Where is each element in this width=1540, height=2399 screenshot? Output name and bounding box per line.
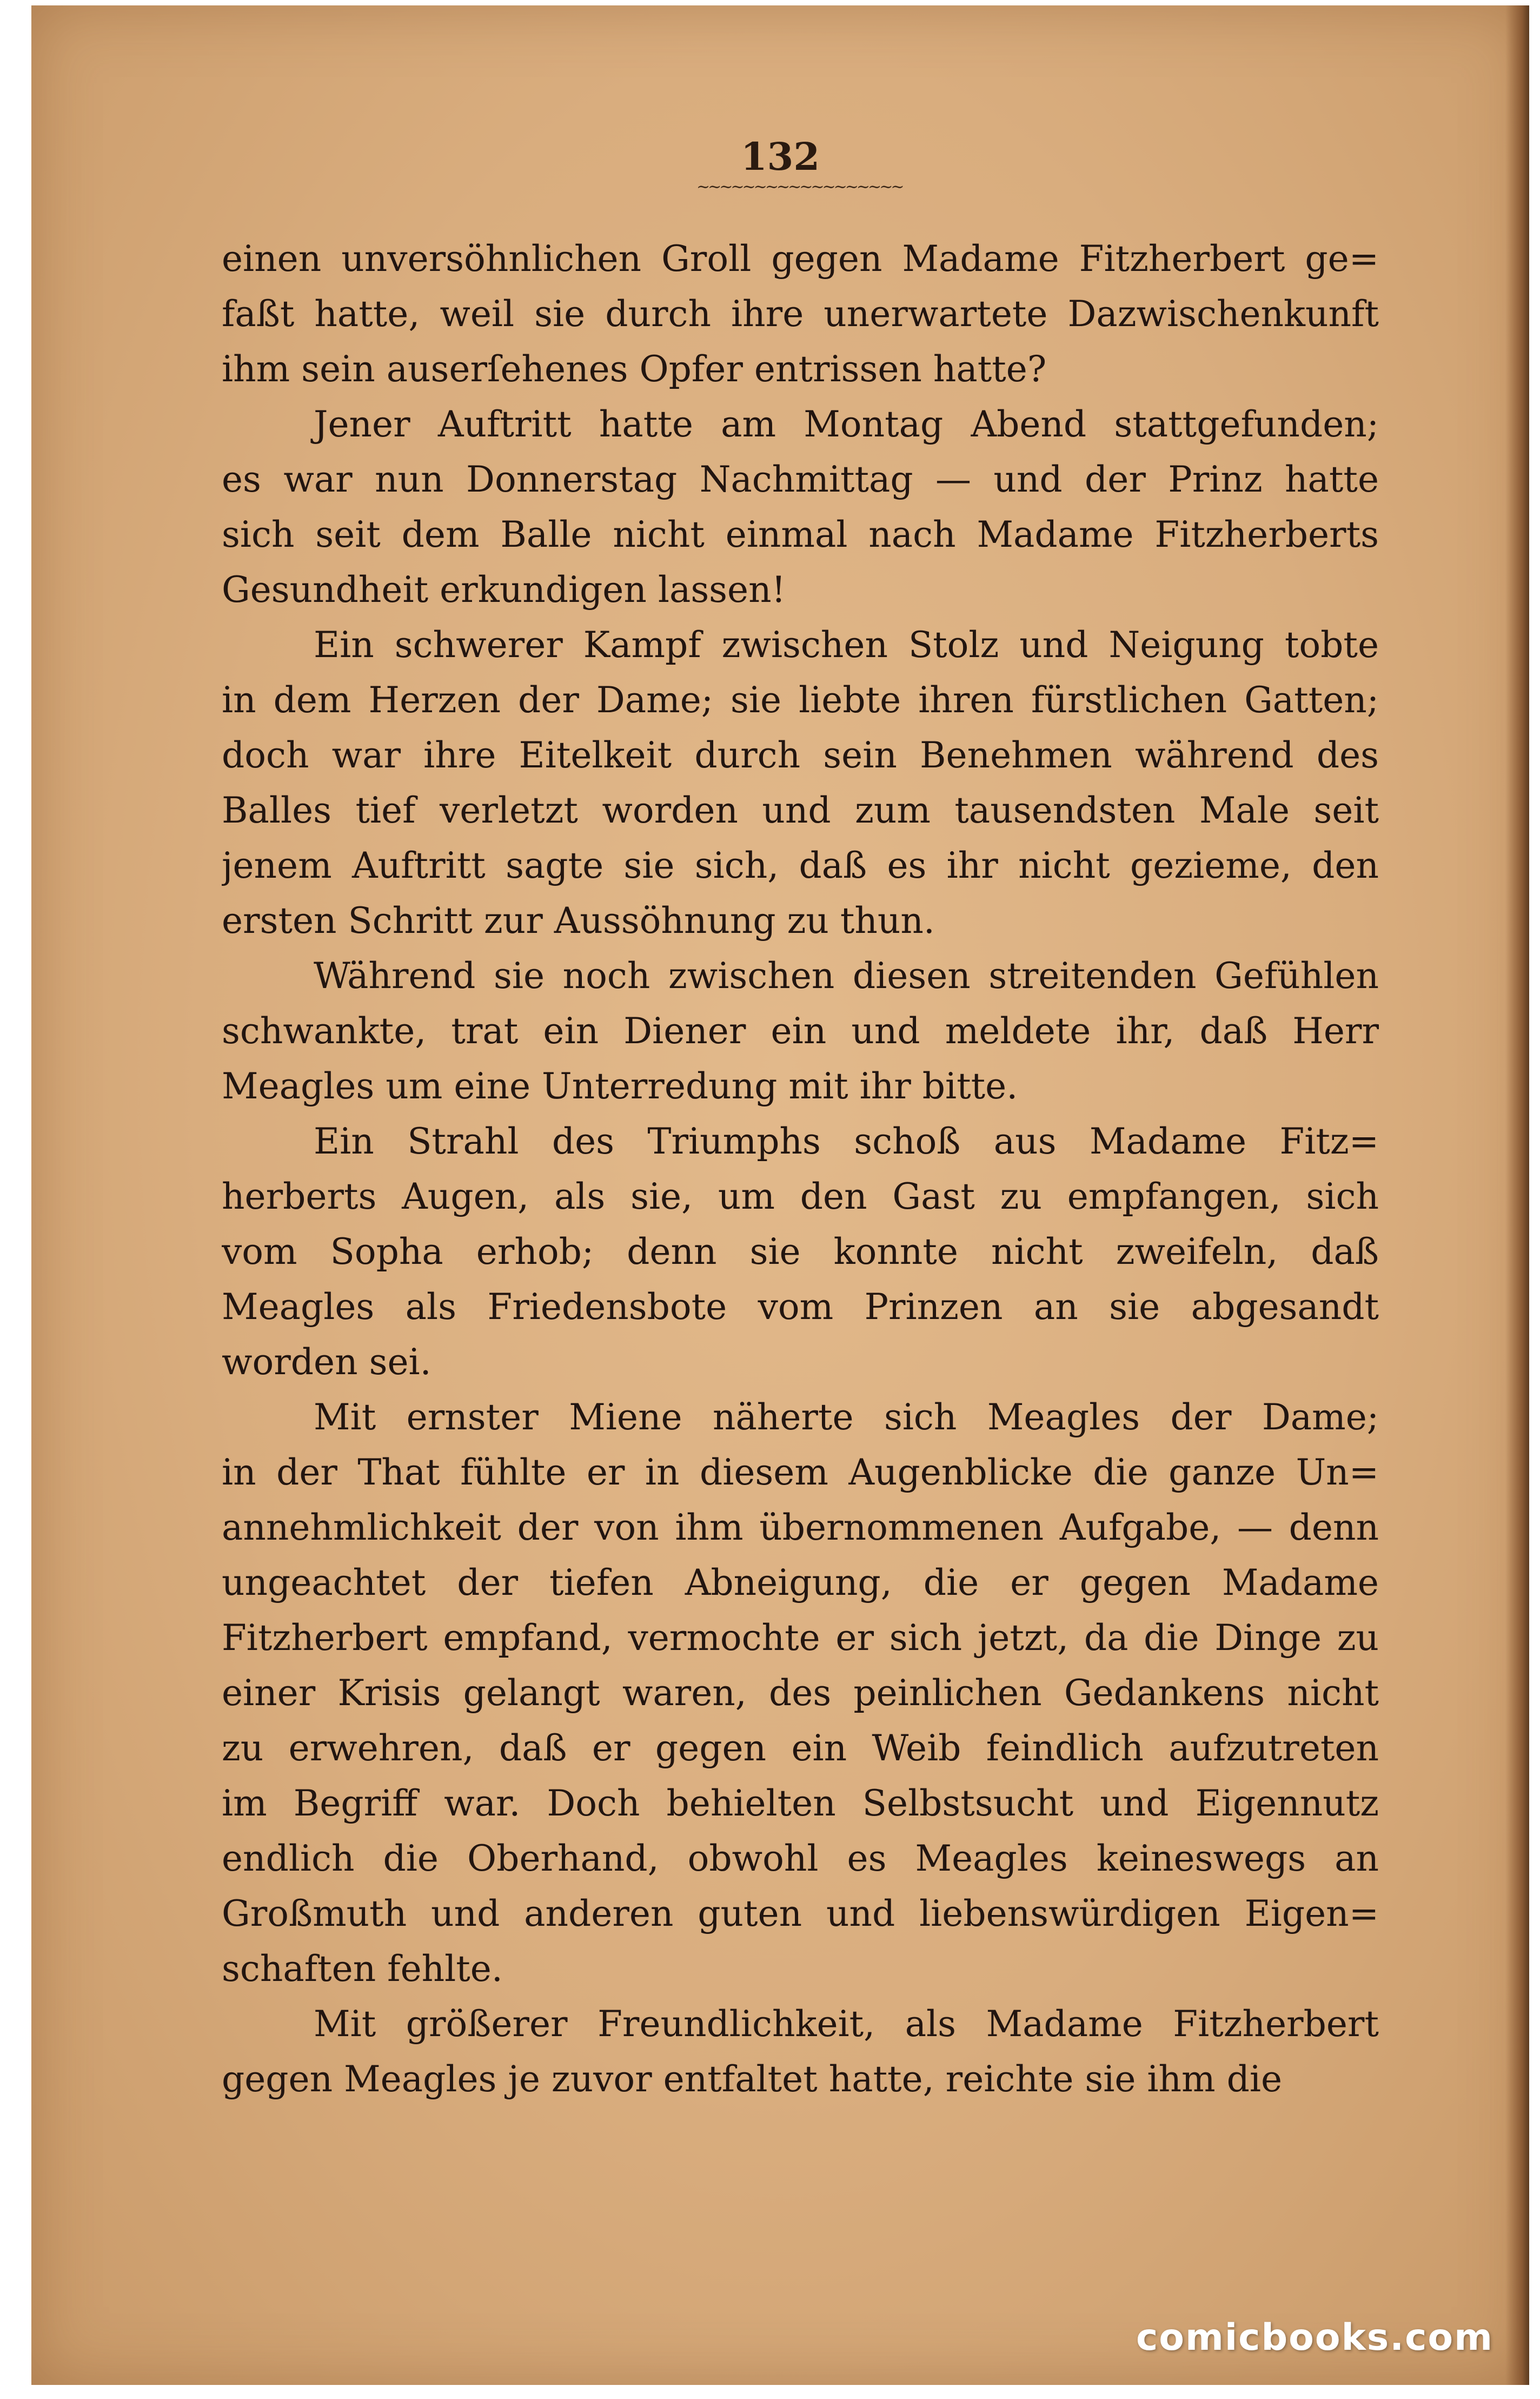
watermark-logo: comicbooks.com [1136,2316,1493,2359]
text-line: Mit ernster Miene näherte sich Meagles der Dame; [314,1396,1379,1438]
text-line: es war nun Donnerstag Nachmittag — und der Prinz hatte [222,459,1379,500]
text-line: doch war ihre Eitelkeit durch sein Benehmen während des [222,734,1379,776]
text-line: sich seit dem Balle nicht einmal nach Madame Fitzherberts [222,514,1379,555]
text-line: in der That fühlte er in diesem Augenblicke die ganze Un= [222,1452,1379,1493]
text-line: faßt hatte, weil sie durch ihre unerwartete Dazwischenkunft [222,293,1379,335]
text-line: Meagles um eine Unterredung mit ihr bitte. [222,1065,1018,1107]
text-line: ungeachtet der tiefen Abneigung, die er gegen Madame [222,1562,1379,1603]
text-line: Fitzherbert empfand, vermochte er sich jetzt, da die Dinge zu [222,1617,1379,1659]
text-line: schaften fehlte. [222,1948,503,1990]
text-line: Während sie noch zwischen diesen streitenden Gefühlen [314,955,1379,997]
text-line: einen unversöhnlichen Groll gegen Madame Fitzherbert ge= [222,238,1379,280]
page-number: 132 [740,134,820,179]
text-line: ihm sein auserſehenes Opfer entrissen hatte? [222,348,1047,390]
text-line: Mit größerer Freundlichkeit, als Madame Fitzherbert [314,2003,1379,2045]
text-line: Jener Auftritt hatte am Montag Abend stattgefunden; [314,403,1379,445]
text-line: in dem Herzen der Dame; sie liebte ihren fürstlichen Gatten; [222,679,1379,721]
text-line: annehmlichkeit der von ihm übernommenen Aufgabe, — denn [222,1507,1379,1548]
text-line: Balles tief verletzt worden und zum tausendsten Male seit [222,790,1379,831]
text-line: jenem Auftritt sagte sie sich, daß es ihr nicht gezieme, den [222,845,1379,886]
text-line: zu erwehren, daß er gegen ein Weib feindlich aufzutreten [222,1727,1379,1769]
text-line: worden sei. [222,1341,432,1383]
text-line: Großmuth und anderen guten und liebenswürdigen Eigen= [222,1893,1379,1934]
text-line: Meagles als Friedensbote vom Prinzen an sie abgesandt [222,1286,1379,1328]
text-line: Ein Strahl des Triumphs schoß aus Madame Fitz= [314,1121,1379,1162]
body-text [222,231,1379,2107]
text-line: Gesundheit erkundigen lassen! [222,569,786,611]
text-line: herberts Augen, als sie, um den Gast zu empfangen, sich [222,1176,1379,1217]
text-line: schwankte, trat ein Diener ein und meldete ihr, daß Herr [222,1010,1379,1052]
text-line: im Begriff war. Doch behielten Selbstsucht und Eigennutz [222,1782,1379,1824]
text-line: einer Krisis gelangt waren, des peinlichen Gedankens nicht [222,1672,1379,1714]
book-page [31,5,1529,2385]
text-line: gegen Meagles je zuvor entfaltet hatte, reichte sie ihm die [222,2058,1283,2100]
page-edge [1505,5,1529,2385]
ornament-rule: ~~~~~~~~~~~~~~~~~~ [696,177,902,190]
text-line: vom Sopha erhob; denn sie konnte nicht zweifeln, daß [222,1231,1379,1273]
text-line: ersten Schritt zur Aussöhnung zu thun. [222,900,935,942]
text-line: Ein schwerer Kampf zwischen Stolz und Neigung tobte [314,624,1379,666]
text-line: endlich die Oberhand, obwohl es Meagles keineswegs an [222,1838,1379,1879]
